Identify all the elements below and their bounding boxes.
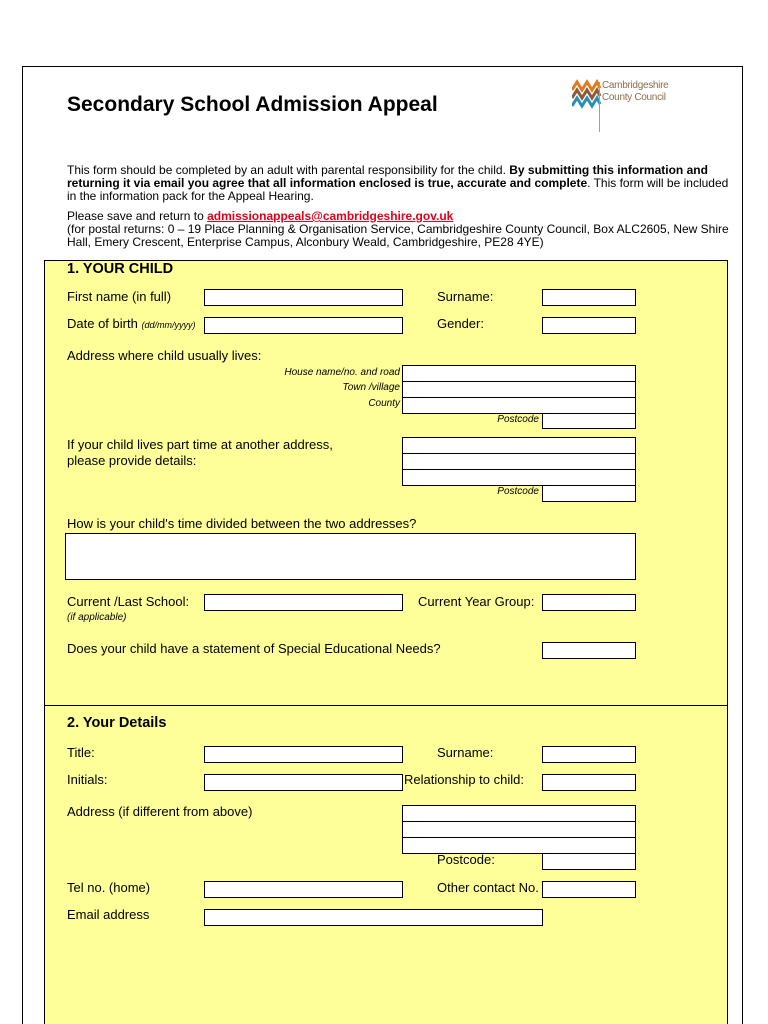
- section1-heading: 1. YOUR CHILD: [67, 261, 174, 277]
- other-contact-label: Other contact No.: [437, 880, 539, 895]
- surname-field[interactable]: [542, 289, 636, 306]
- address-label: Address where child usually lives:: [67, 348, 262, 363]
- current-school-label: Current /Last School:: [67, 594, 190, 609]
- relationship-field[interactable]: [542, 774, 636, 791]
- sen-question: Does your child have a statement of Special Educational Needs?: [67, 641, 441, 656]
- logo-text-line1: Cambridgeshire: [602, 80, 669, 91]
- town-label: Town /village: [342, 382, 400, 393]
- parent-address-label: Address (if different from above): [67, 804, 253, 819]
- time-divided-field[interactable]: [65, 533, 636, 580]
- dob-field[interactable]: [204, 317, 403, 334]
- title-label: Title:: [67, 745, 95, 760]
- county-label: County: [368, 398, 400, 409]
- house-label: House name/no. and road: [284, 367, 400, 378]
- first-name-field[interactable]: [204, 289, 403, 306]
- parent-surname-label: Surname:: [437, 745, 494, 760]
- if-applicable-note: (if applicable): [67, 612, 127, 623]
- intro-para2-prefix: Please save and return to: [67, 209, 208, 223]
- alt-address-line1-field[interactable]: [402, 437, 636, 454]
- logo-text-line2: County Council: [602, 92, 666, 103]
- gender-field[interactable]: [542, 317, 636, 334]
- postcode2-label: Postcode: [497, 486, 539, 497]
- section-your-details: [44, 705, 728, 1024]
- intro-para1-normal: This form should be completed by an adult with parental responsibility for the child.: [67, 163, 510, 177]
- postcode-field[interactable]: [542, 413, 636, 429]
- parent-address-line1-field[interactable]: [402, 805, 636, 822]
- time-divided-label: How is your child's time divided between the two addresses?: [67, 516, 417, 531]
- dob-hint: (dd/mm/yyyy): [141, 320, 196, 330]
- house-field[interactable]: [402, 365, 636, 382]
- parent-surname-field[interactable]: [542, 746, 636, 763]
- email-field[interactable]: [204, 909, 543, 926]
- postcode2-field[interactable]: [542, 485, 636, 502]
- intro-para1: [67, 164, 735, 203]
- intro-para2: [67, 210, 735, 249]
- page-title: Secondary School Admission Appeal: [67, 93, 438, 116]
- initials-field[interactable]: [204, 774, 403, 791]
- email-link[interactable]: admissionappeals@cambridgeshire.gov.uk: [207, 209, 454, 223]
- county-field[interactable]: [402, 397, 636, 414]
- intro-para1-tail: . This form will be included in the information pack for the Appeal Hearing.: [67, 176, 729, 203]
- sen-field[interactable]: [542, 642, 636, 659]
- initials-label: Initials:: [67, 772, 108, 787]
- intro-text: [67, 164, 735, 249]
- parent-address-line2-field[interactable]: [402, 821, 636, 838]
- alt-address-line2-field[interactable]: [402, 453, 636, 470]
- part-time-label-line1: If your child lives part time at another address,: [67, 437, 333, 452]
- part-time-label-line2: please provide details:: [67, 453, 197, 468]
- postal-address: (for postal returns: 0 – 19 Place Planning & Organisation Service, Cambridgeshire County Council, Box ALC2605, New Shire Hall, Emery Crescent, Enterprise Campus, Alconbury Weald, Cambridgeshire, PE28 4YE): [67, 222, 729, 249]
- gender-label: Gender:: [437, 316, 484, 331]
- dob-label: [67, 316, 195, 331]
- intro-para1-bold: By submitting this information and returning it via email you agree that all information enclosed is true, accurate and complete: [67, 163, 708, 190]
- postcode-label: Postcode: [497, 414, 539, 425]
- dob-label-text: Date of birth: [67, 316, 138, 331]
- parent-postcode-field[interactable]: [542, 853, 636, 870]
- logo-waves-icon: [572, 78, 602, 132]
- alt-address-line3-field[interactable]: [402, 469, 636, 486]
- logo-divider: [599, 82, 600, 132]
- town-field[interactable]: [402, 381, 636, 398]
- title-field[interactable]: [204, 746, 403, 763]
- section-your-child: [44, 260, 728, 706]
- surname-label: Surname:: [437, 289, 494, 304]
- year-group-label: Current Year Group:: [418, 594, 535, 609]
- year-group-field[interactable]: [542, 594, 636, 611]
- tel-home-field[interactable]: [204, 881, 403, 898]
- tel-home-label: Tel no. (home): [67, 880, 151, 895]
- first-name-label: First name (in full): [67, 289, 172, 304]
- other-contact-field[interactable]: [542, 881, 636, 898]
- relationship-label: Relationship to child:: [404, 772, 524, 787]
- parent-postcode-label: Postcode:: [437, 852, 495, 867]
- logo-text: [602, 80, 668, 104]
- email-label: Email address: [67, 907, 150, 922]
- section2-heading: 2. Your Details: [67, 715, 167, 731]
- current-school-field[interactable]: [204, 594, 403, 611]
